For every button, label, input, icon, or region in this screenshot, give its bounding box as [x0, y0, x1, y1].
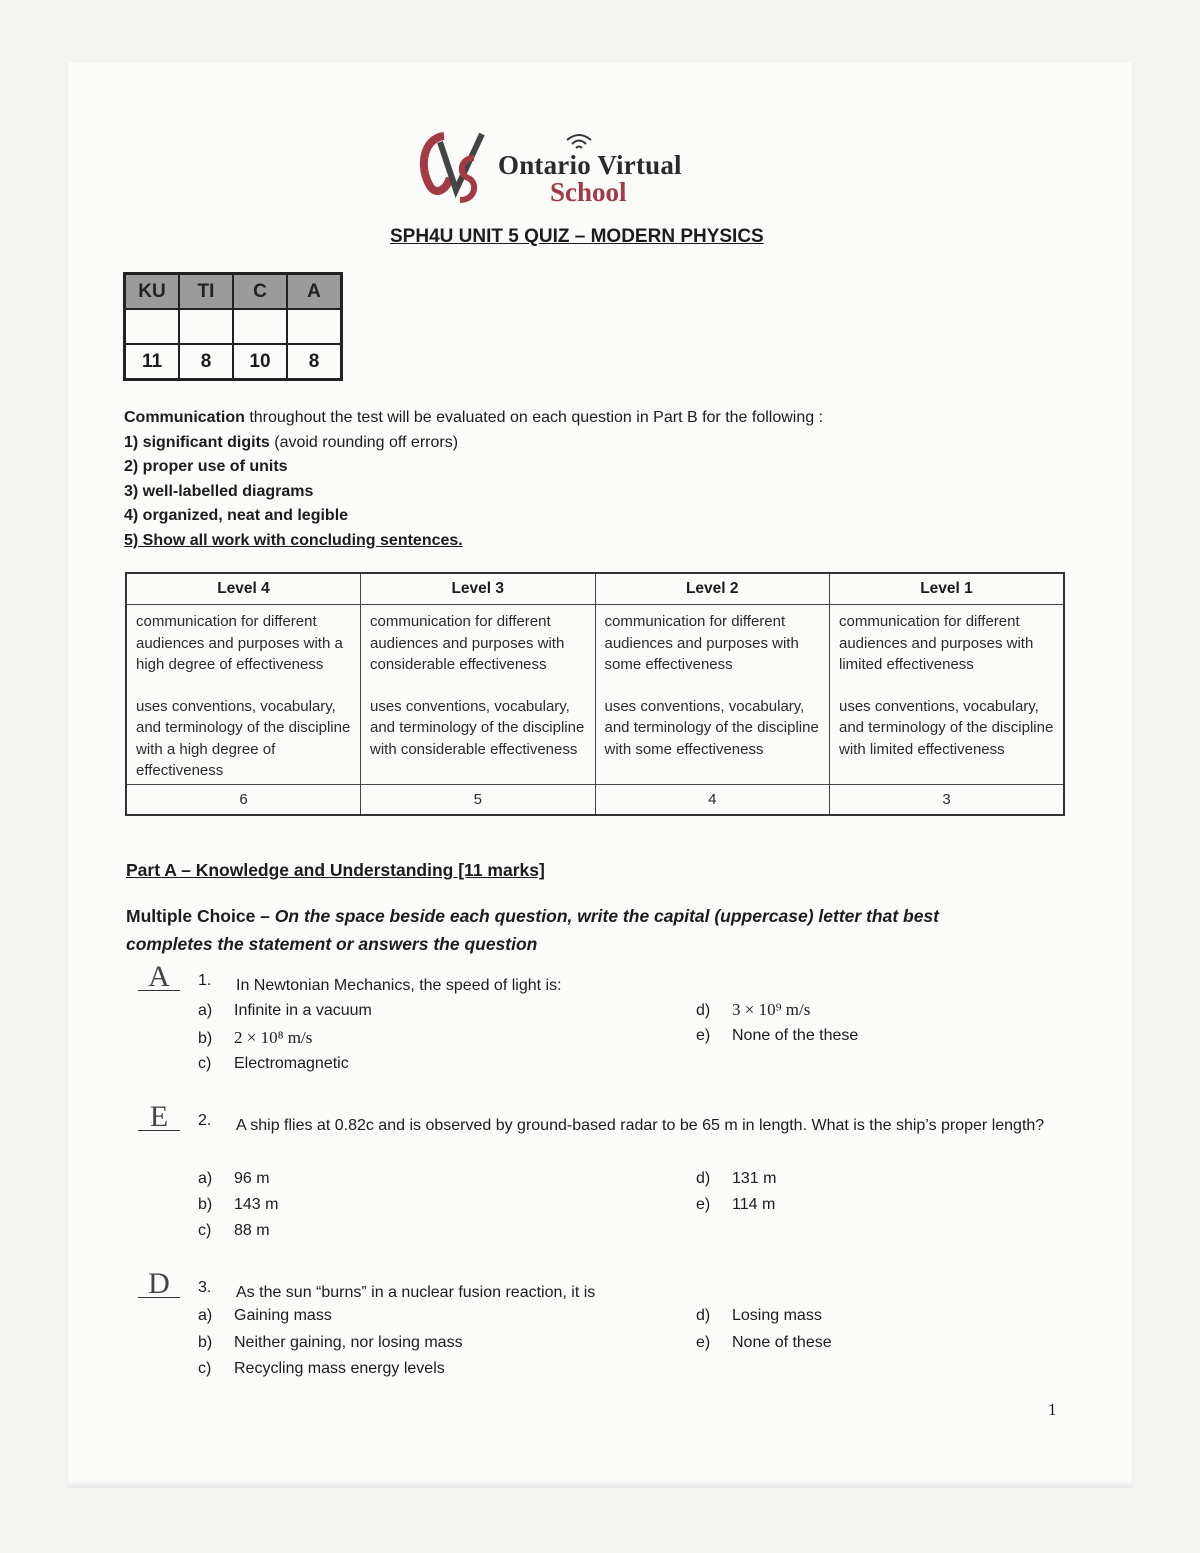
- answer-blank[interactable]: E: [138, 1100, 180, 1131]
- marks-total-cell: 8: [287, 344, 342, 380]
- question-stem: As the sun “burns” in a nuclear fusion reaction, it is: [236, 1284, 596, 1301]
- option-b: b) Neither gaining, nor losing mass: [198, 1334, 463, 1351]
- level-header: Level 1: [830, 573, 1065, 605]
- levels-score-row: [126, 784, 1064, 815]
- question-stem: A ship flies at 0.82c and is observed by ground-based radar to be 65 m in length. What is the ship’s proper length?: [236, 1117, 1045, 1134]
- level-description-cell: communication for different audiences and purposes with a high degree of effectiveness uses conventions, vocabulary, and terminology of the discipline with a high degree of effectiveness: [126, 605, 361, 785]
- marks-header-row: [125, 274, 342, 310]
- marks-header-a: A: [287, 274, 342, 310]
- answer-blank[interactable]: A: [138, 960, 180, 991]
- criteria-item: 4) organized, neat and legible: [124, 507, 349, 524]
- question-number: 1.: [198, 972, 212, 989]
- marks-total-cell: 8: [179, 344, 233, 380]
- question-stem: In Newtonian Mechanics, the speed of light is:: [236, 977, 562, 994]
- level-header: Level 2: [595, 573, 830, 605]
- ovs-logo-icon: [416, 128, 498, 210]
- school-logo: [416, 128, 716, 210]
- page-number: 1: [1048, 1400, 1057, 1419]
- option-d: d) 3 × 10⁹ m/s: [696, 1000, 811, 1019]
- option-a: a) 96 m: [198, 1170, 270, 1187]
- answer-blank[interactable]: D: [138, 1267, 180, 1298]
- option-e: e) None of the these: [696, 1027, 859, 1044]
- marks-total-cell: 11: [125, 344, 180, 380]
- question-number: 2.: [198, 1112, 212, 1129]
- level-description-cell: communication for different audiences and purposes with limited effectiveness uses conventions, vocabulary, and terminology of the discipline with limited effectiveness: [830, 605, 1065, 785]
- levels-description-row: [126, 605, 1064, 785]
- option-d: d) 131 m: [696, 1170, 777, 1187]
- marks-earned-cell[interactable]: [233, 309, 287, 344]
- marks-total-row: [125, 344, 342, 380]
- logo-text-ontario-virtual: Ontario Virtual: [498, 150, 682, 180]
- level-header: Level 3: [361, 573, 596, 605]
- wifi-icon: [564, 132, 594, 152]
- option-e: e) 114 m: [696, 1196, 776, 1213]
- marks-header-c: C: [233, 274, 287, 310]
- levels-header-row: [126, 573, 1064, 605]
- option-a: a) Infinite in a vacuum: [198, 1002, 372, 1019]
- marks-earned-cell[interactable]: [179, 309, 233, 344]
- marks-header-ti: TI: [179, 274, 233, 310]
- marks-table: [123, 272, 343, 381]
- option-a: a) Gaining mass: [198, 1307, 332, 1324]
- level-description-cell: communication for different audiences and purposes with some effectiveness uses conventions, vocabulary, and terminology of the discipline with some effectiveness: [595, 605, 830, 785]
- quiz-title: SPH4U UNIT 5 QUIZ – MODERN PHYSICS: [390, 226, 764, 247]
- criteria-item: 3) well-labelled diagrams: [124, 482, 314, 500]
- level-score-cell: 6: [126, 784, 361, 815]
- marks-earned-row: [125, 309, 342, 344]
- communication-criteria: [124, 406, 823, 553]
- option-e: e) None of these: [696, 1334, 832, 1351]
- criteria-item: 1) significant digits (avoid rounding off errors): [124, 433, 459, 451]
- criteria-item: 2) proper use of units: [124, 458, 288, 475]
- option-d: d) Losing mass: [696, 1307, 822, 1324]
- level-score-cell: 4: [595, 784, 830, 815]
- level-header: Level 4: [126, 573, 361, 605]
- criteria-item: 5) Show all work with concluding sentences.: [124, 531, 463, 549]
- option-c: c) Electromagnetic: [198, 1055, 349, 1072]
- option-b: b) 2 × 10⁸ m/s: [198, 1028, 313, 1047]
- levels-rubric-table: [125, 572, 1065, 816]
- level-score-cell: 3: [830, 784, 1065, 815]
- marks-header-ku: KU: [125, 274, 180, 310]
- option-b: b) 143 m: [198, 1196, 279, 1213]
- option-c: c) Recycling mass energy levels: [198, 1360, 445, 1377]
- level-score-cell: 5: [361, 784, 596, 815]
- level-description-cell: communication for different audiences and purposes with considerable effectiveness uses conventions, vocabulary, and terminology of the discipline with considerable effectiveness: [361, 605, 596, 785]
- option-c: c) 88 m: [198, 1222, 270, 1239]
- marks-earned-cell[interactable]: [287, 309, 342, 344]
- logo-text-school: School: [550, 177, 627, 207]
- marks-total-cell: 10: [233, 344, 287, 380]
- part-a-heading: Part A – Knowledge and Understanding [11 marks]: [126, 860, 545, 880]
- question-number: 3.: [198, 1279, 212, 1296]
- communication-intro: Communication throughout the test will be evaluated on each question in Part B for the following :: [124, 409, 824, 426]
- marks-earned-cell[interactable]: [125, 309, 180, 344]
- multiple-choice-instructions: Multiple Choice – On the space beside each question, write the capital (uppercase) letter that best completes the statement or answers the question: [126, 906, 939, 954]
